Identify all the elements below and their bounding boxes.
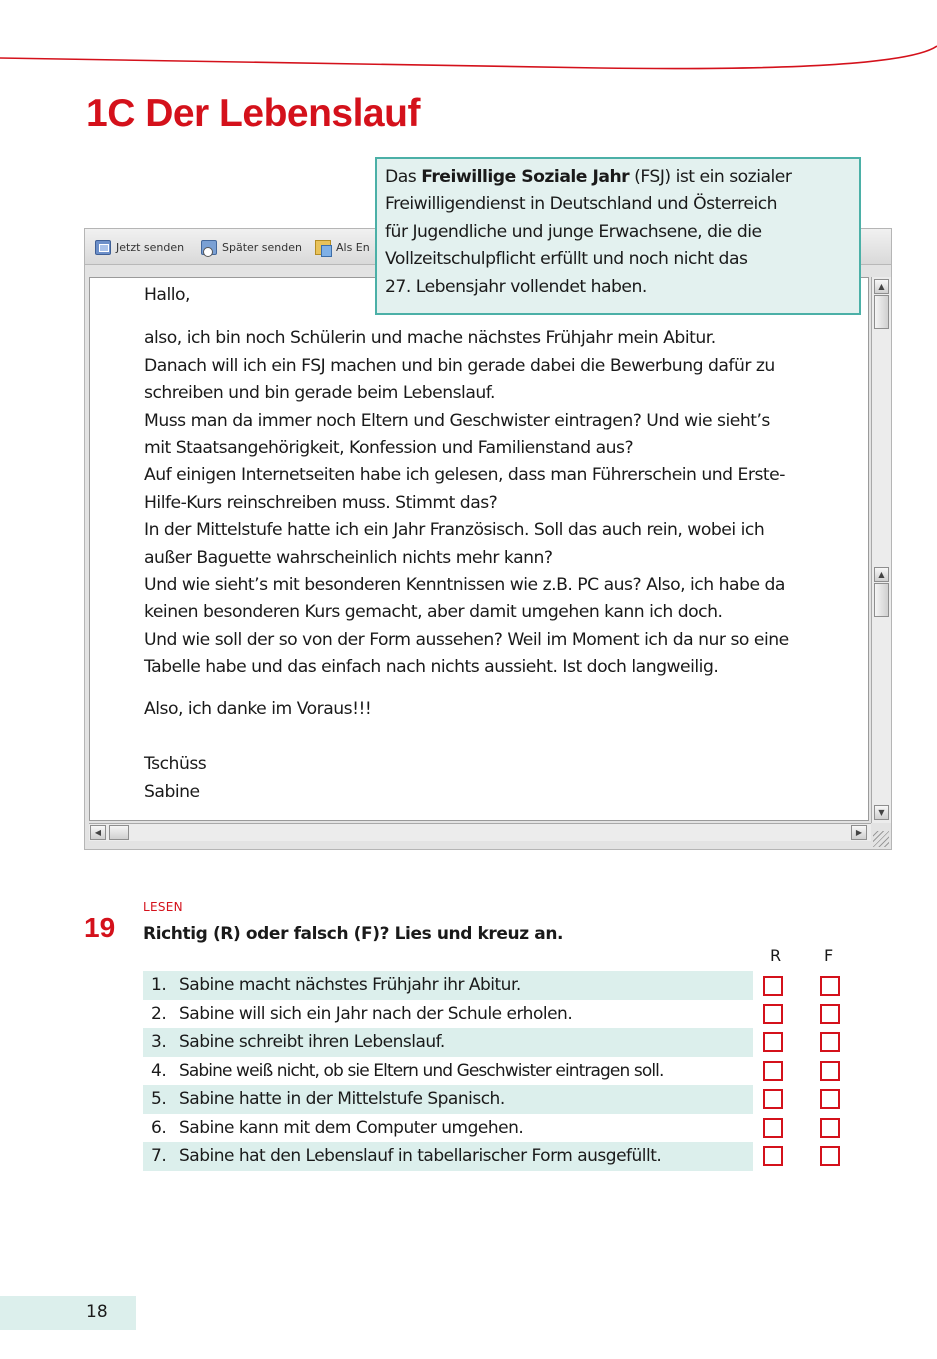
list-item	[143, 971, 753, 1000]
checkbox-r-2[interactable]	[763, 1004, 783, 1024]
save-as-label: Als En	[336, 240, 370, 254]
item-text: Sabine hatte in der Mittelstufe Spanisch.	[179, 1089, 505, 1110]
email-line: Danach will ich ein FSJ machen und bin gerade dabei die Bewerbung dafür zu	[144, 355, 775, 376]
item-text: Sabine kann mit dem Computer umgehen.	[179, 1117, 524, 1138]
email-signature: Sabine	[144, 781, 200, 802]
send-now-label: Jetzt senden	[116, 240, 185, 254]
checkbox-r-3[interactable]	[763, 1032, 783, 1052]
send-now-button[interactable]	[95, 237, 184, 257]
info-term: Freiwillige Soziale Jahr	[421, 167, 630, 187]
checkbox-f-3[interactable]	[820, 1032, 840, 1052]
send-later-button[interactable]	[201, 237, 302, 257]
email-thanks: Also, ich danke im Voraus!!!	[144, 698, 372, 719]
list-item	[143, 1000, 753, 1029]
exercise-skill: LESEN	[143, 900, 183, 914]
email-body[interactable]	[89, 277, 869, 821]
resize-grip-icon[interactable]	[873, 831, 889, 847]
item-text: Sabine schreibt ihren Lebenslauf.	[179, 1032, 445, 1053]
horizontal-scrollbar[interactable]	[89, 823, 871, 841]
column-header-r: R	[770, 946, 782, 965]
email-closing: Tschüss	[144, 754, 207, 775]
list-item	[143, 1085, 753, 1114]
item-text: Sabine weiß nicht, ob sie Eltern und Geschwister eintragen soll.	[179, 1060, 664, 1081]
email-line: Tabelle habe und das einfach nach nichts aussieht. Ist doch langweilig.	[144, 657, 719, 678]
info-line	[385, 164, 851, 191]
checkbox-f-2[interactable]	[820, 1004, 840, 1024]
info-text: Das	[385, 167, 422, 187]
email-line: Und wie sieht’s mit besonderen Kenntnissen wie z.B. PC aus? Also, ich habe da	[144, 575, 785, 596]
checkbox-f-6[interactable]	[820, 1118, 840, 1138]
scroll-thumb[interactable]	[874, 583, 889, 617]
scroll-down-icon[interactable]: ▼	[874, 805, 889, 820]
info-line: 27. Lebensjahr vollendet haben.	[385, 276, 647, 297]
item-text: Sabine hat den Lebenslauf in tabellarischer Form ausgefüllt.	[179, 1146, 662, 1167]
email-greeting: Hallo,	[144, 285, 190, 305]
exercise-instruction: Richtig (R) oder falsch (F)? Lies und kreuz an.	[143, 924, 564, 944]
page-number: 18	[86, 1302, 108, 1322]
item-number: 1.	[151, 975, 167, 996]
checkbox-r-7[interactable]	[763, 1146, 783, 1166]
send-icon	[95, 240, 111, 255]
info-line: Vollzeitschulpflicht erfüllt und noch nicht das	[385, 249, 748, 270]
email-line: Hilfe-Kurs reinschreiben muss. Stimmt das?	[144, 492, 498, 513]
item-text: Sabine macht nächstes Frühjahr ihr Abitur.	[179, 975, 521, 996]
scroll-right-icon[interactable]: ▶	[851, 825, 867, 840]
item-text: Sabine will sich ein Jahr nach der Schule erholen.	[179, 1003, 573, 1024]
scroll-left-icon[interactable]: ◀	[90, 825, 106, 840]
save-draft-icon	[315, 240, 331, 255]
scroll-up-icon[interactable]: ▲	[874, 279, 889, 294]
item-number: 2.	[151, 1003, 167, 1024]
item-number: 3.	[151, 1032, 167, 1053]
save-as-button[interactable]	[315, 237, 370, 257]
scroll-up-icon[interactable]: ▲	[874, 567, 889, 582]
item-number: 5.	[151, 1089, 167, 1110]
chapter-title: 1C Der Lebenslauf	[86, 92, 420, 135]
list-item	[143, 1057, 753, 1086]
item-number: 7.	[151, 1146, 167, 1167]
list-item	[143, 1028, 753, 1057]
checkbox-r-6[interactable]	[763, 1118, 783, 1138]
vertical-scrollbar[interactable]	[871, 277, 891, 823]
email-line: In der Mittelstufe hatte ich ein Jahr Französisch. Soll das auch rein, wobei ich	[144, 520, 765, 541]
email-line: also, ich bin noch Schülerin und mache nächstes Frühjahr mein Abitur.	[144, 328, 716, 349]
send-later-label: Später senden	[222, 240, 302, 254]
top-rule	[0, 0, 937, 80]
email-line: außer Baguette wahrscheinlich nichts mehr kann?	[144, 547, 553, 568]
scroll-thumb[interactable]	[874, 295, 889, 329]
scroll-thumb-horizontal[interactable]	[109, 825, 129, 840]
email-line: mit Staatsangehörigkeit, Konfession und Familienstand aus?	[144, 438, 634, 459]
checkbox-f-4[interactable]	[820, 1061, 840, 1081]
info-text: (FSJ) ist ein sozialer	[629, 167, 792, 187]
true-false-list	[143, 971, 753, 1171]
email-line: Und wie soll der so von der Form aussehen? Weil im Moment ich da nur so eine	[144, 629, 789, 650]
list-item	[143, 1114, 753, 1143]
info-box-fsj	[375, 157, 861, 315]
email-line: Auf einigen Internetseiten habe ich gelesen, dass man Führerschein und Erste-	[144, 465, 785, 486]
column-header-f: F	[824, 946, 834, 965]
checkbox-r-5[interactable]	[763, 1089, 783, 1109]
checkbox-r-1[interactable]	[763, 976, 783, 996]
info-line: für Jugendliche und junge Erwachsene, die die	[385, 221, 762, 242]
checkbox-f-7[interactable]	[820, 1146, 840, 1166]
exercise-number: 19	[84, 912, 116, 943]
email-line: schreiben und bin gerade beim Lebenslauf.	[144, 383, 496, 404]
list-item	[143, 1142, 753, 1171]
page-number-tab	[0, 1296, 136, 1330]
checkbox-f-5[interactable]	[820, 1089, 840, 1109]
checkbox-f-1[interactable]	[820, 976, 840, 996]
email-window	[84, 228, 892, 850]
item-number: 4.	[151, 1060, 167, 1081]
send-later-icon	[201, 240, 217, 255]
item-number: 6.	[151, 1117, 167, 1138]
email-line: Muss man da immer noch Eltern und Geschwister eintragen? Und wie sieht’s	[144, 410, 770, 431]
checkbox-r-4[interactable]	[763, 1061, 783, 1081]
info-line: Freiwilligendienst in Deutschland und Österreich	[385, 194, 778, 215]
email-line: keinen besonderen Kurs gemacht, aber damit umgehen kann ich doch.	[144, 602, 723, 623]
email-text	[144, 278, 864, 806]
